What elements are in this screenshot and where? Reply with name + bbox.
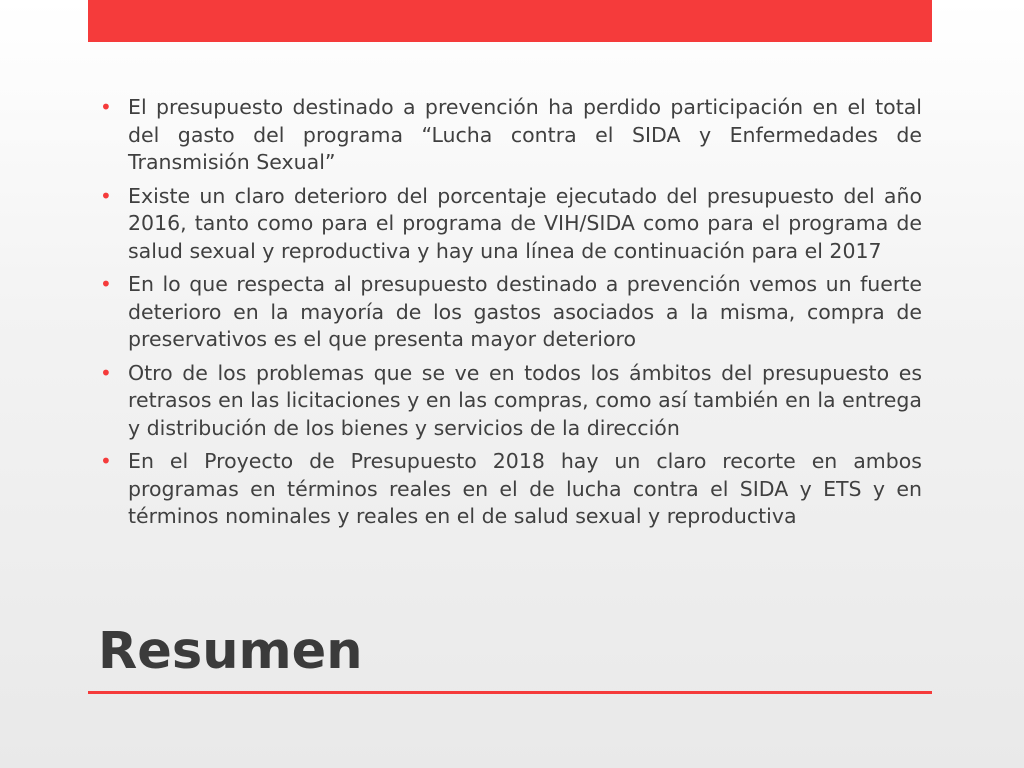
bullet-list (98, 94, 922, 531)
slide-body (98, 94, 922, 537)
title-underline (88, 691, 932, 694)
bullet-item: • En el Proyecto de Presupuesto 2018 hay un claro recorte en ambos programas en términos reales en el de lucha contra el SIDA y ETS y en términos nominales y reales en el de salud sexual y reproductiva (98, 448, 922, 531)
bullet-item: • En lo que respecta al presupuesto destinado a prevención vemos un fuerte deterioro en la mayoría de los gastos asociados a la misma, compra de preservativos es el que presenta mayor deterioro (98, 271, 922, 354)
bullet-item: • Otro de los problemas que se ve en todos los ámbitos del presupuesto es retrasos en las licitaciones y en las compras, como así también en la entrega y distribución de los bienes y servicios de la dirección (98, 360, 922, 443)
bullet-item: • El presupuesto destinado a prevención ha perdido participación en el total del gasto del programa “Lucha contra el SIDA y Enfermedades de Transmisión Sexual” (98, 94, 922, 177)
top-accent-bar (88, 0, 932, 42)
slide-title: Resumen (98, 622, 363, 681)
bullet-item: • Existe un claro deterioro del porcentaje ejecutado del presupuesto del año 2016, tanto como para el programa de VIH/SIDA como para el programa de salud sexual y reproductiva y hay una línea de continuación para el 2017 (98, 183, 922, 266)
